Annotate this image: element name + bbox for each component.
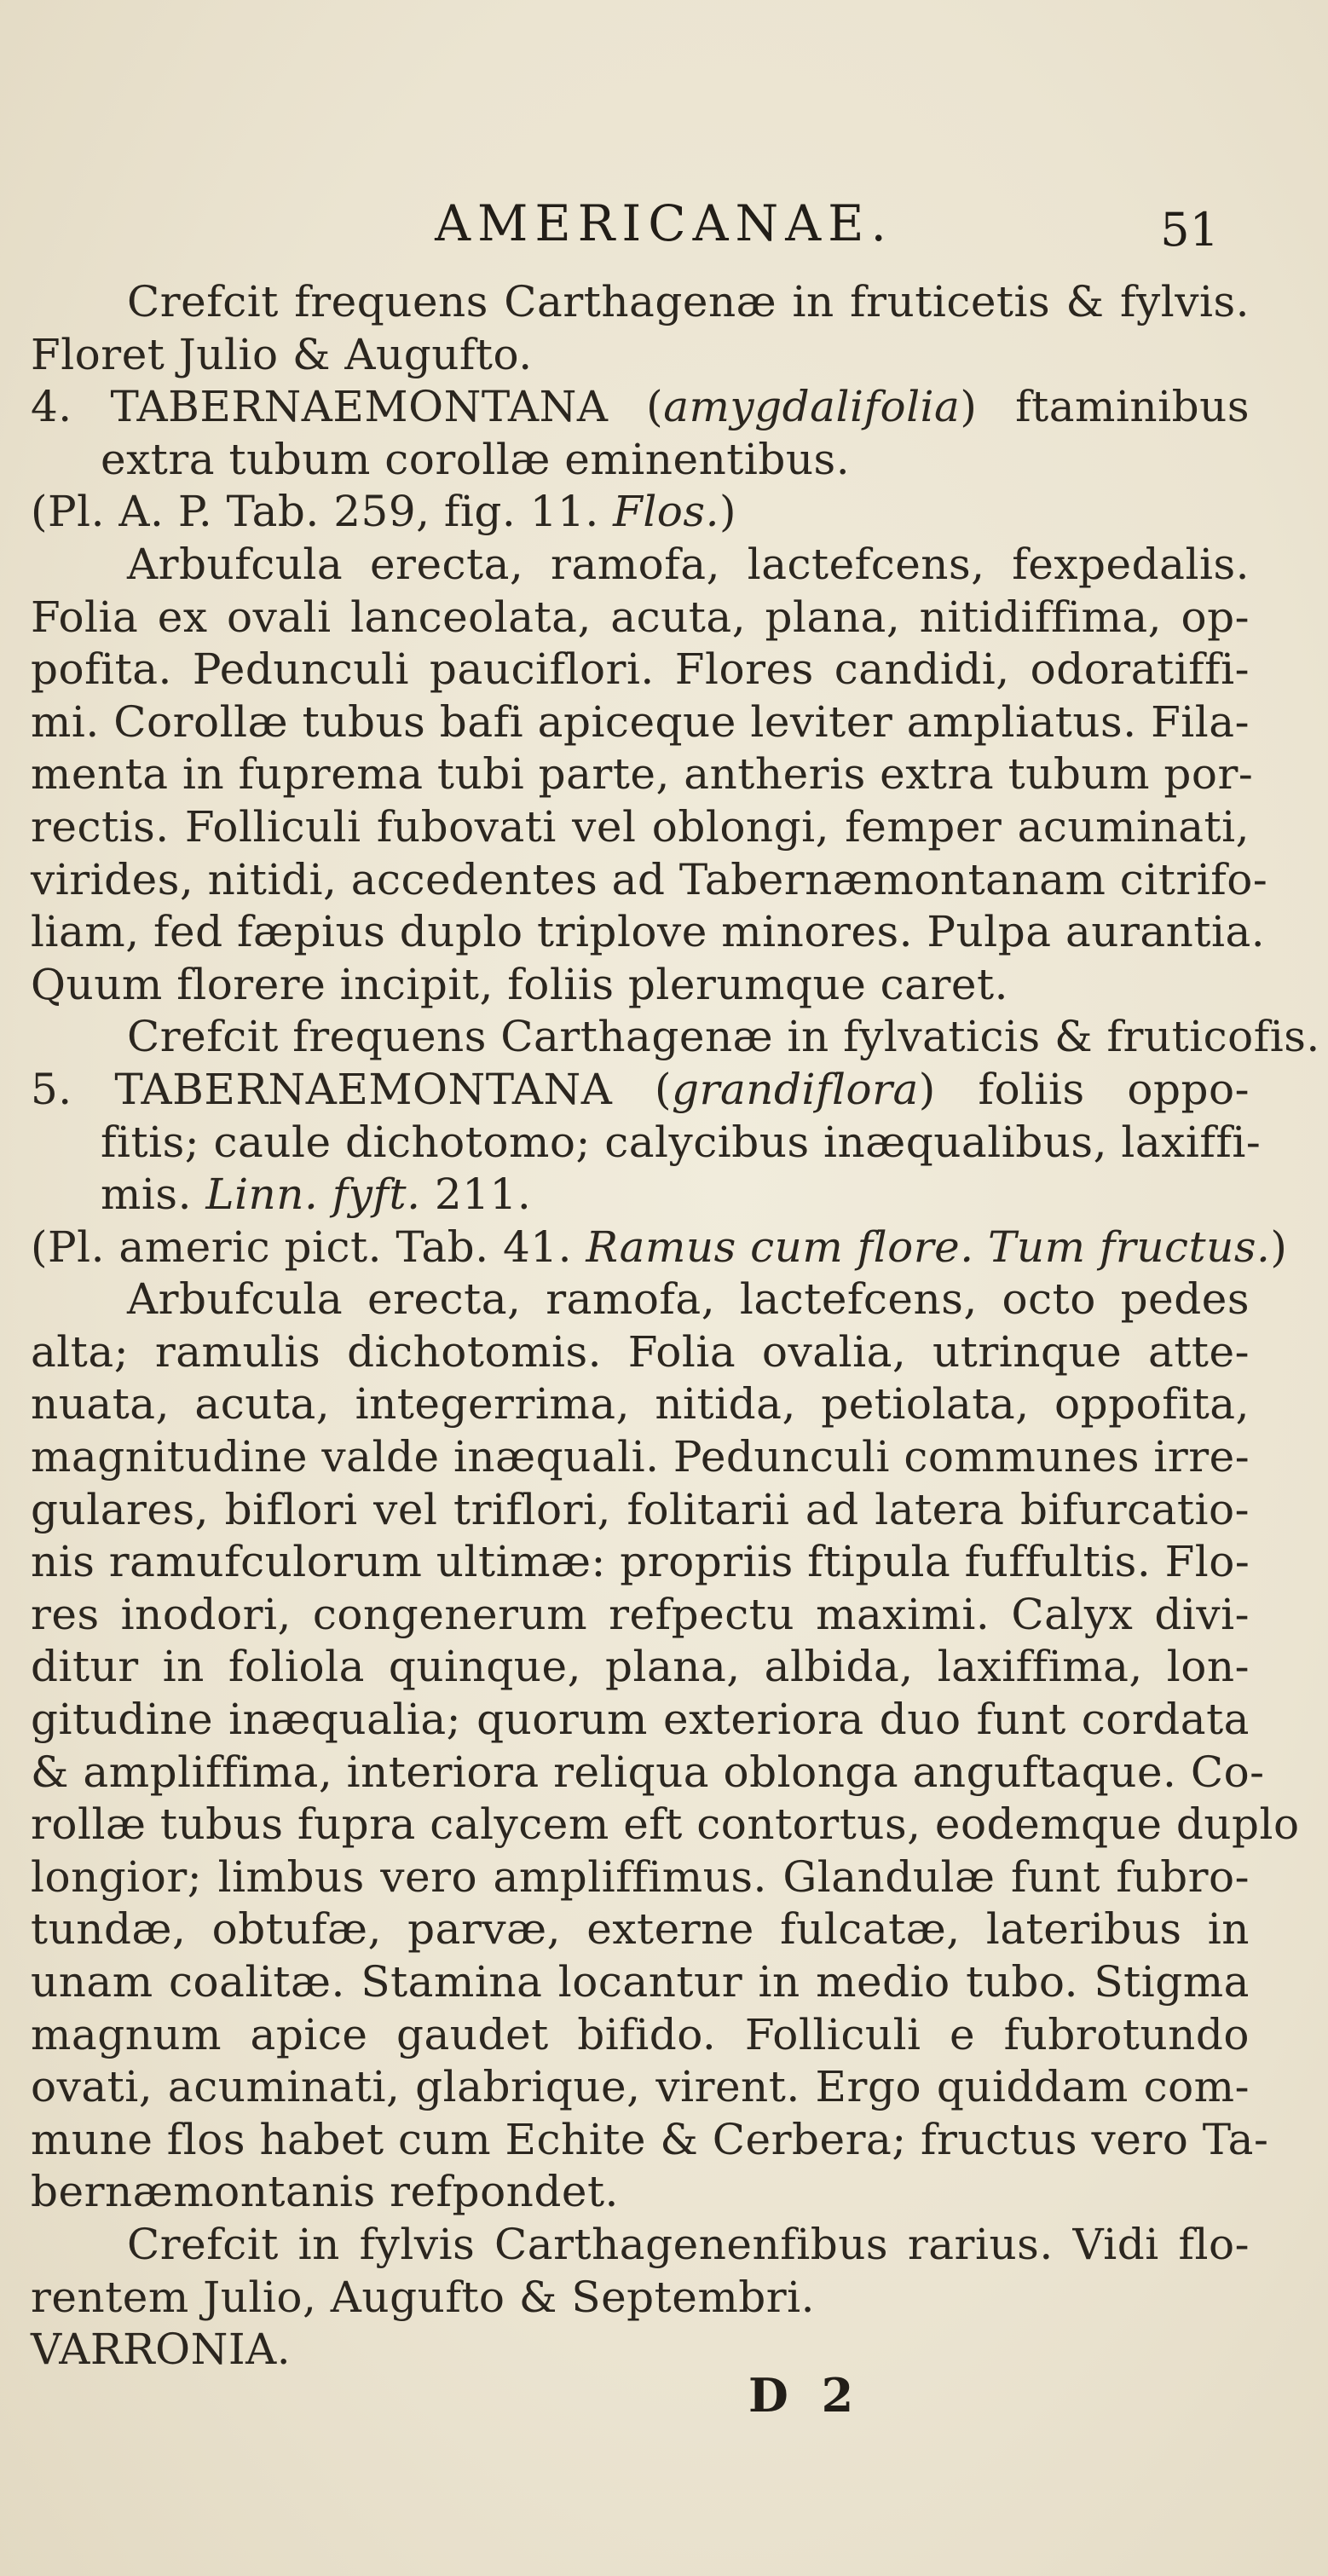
text-line: mi. Corollæ tubus bafi apiceque leviter ampliatus. Fila- <box>31 696 1250 747</box>
text-line: Arbufcula erecta, ramofa, lactefcens, octo pedes <box>127 1274 1250 1325</box>
text-line: pofita. Pedunculi pauciflori. Flores candidi, odoratiffi- <box>31 644 1250 695</box>
text-line: VARRONIA. <box>31 2325 292 2375</box>
text-line: gulares, biflori vel triflori, folitarii ad latera bifurcatio- <box>31 1484 1250 1534</box>
text-line: (Pl. A. P. Tab. 259, fig. 11. Flos.) <box>31 487 736 537</box>
text-line: rentem Julio, Augufto & Septembri. <box>31 2272 816 2322</box>
text-line: ovati, acuminati, glabrique, virent. Ergo quiddam com- <box>31 2062 1250 2112</box>
text-line: rectis. Folliculi fubovati vel oblongi, femper acuminati, <box>31 801 1250 852</box>
text-line: longior; limbus vero ampliffimus. Glandulæ funt fubro- <box>31 1851 1250 1902</box>
text-line: unam coalitæ. Stamina locantur in medio tubo. Stigma <box>31 1957 1250 2007</box>
text-line: tundæ, obtufæ, parvæ, externe fulcatæ, lateribus in <box>31 1904 1250 1955</box>
text-line: Quum florere incipit, foliis plerumque caret. <box>31 959 1008 1009</box>
text-line: 5. TABERNAEMONTANA (grandiflora) foliis oppo- <box>31 1064 1250 1114</box>
running-header: AMERICANAE. <box>435 194 893 252</box>
text-line: gitudine inæqualia; quorum exteriora duo funt cordata <box>31 1695 1250 1745</box>
text-line: nis ramufculorum ultimæ: propriis ftipula fuffultis. Flo- <box>31 1537 1250 1587</box>
text-line: magnum apice gaudet bifido. Folliculi e fubrotundo <box>31 2009 1250 2059</box>
text-line: Crefcit in fylvis Carthagenenfibus rarius. Vidi flo- <box>127 2219 1250 2269</box>
text-line: fitis; caule dichotomo; calycibus inæqualibus, laxiffi- <box>101 1117 1262 1167</box>
text-line: ditur in foliola quinque, plana, albida, laxiffima, lon- <box>31 1642 1250 1692</box>
text-line: liam, fed fæpius duplo triplove minores. Pulpa aurantia. <box>31 907 1266 957</box>
text-line: res inodori, congenerum refpectu maximi. Calyx divi- <box>31 1589 1250 1639</box>
page-number: 51 <box>1160 203 1219 257</box>
text-line: mune flos habet cum Echite & Cerbera; fructus vero Ta- <box>31 2114 1269 2164</box>
text-line: & ampliffima, interiora reliqua oblonga anguftaque. Co- <box>31 1747 1265 1797</box>
text-line: Crefcit frequens Carthagenæ in fruticetis & fylvis. <box>127 277 1250 326</box>
text-line: extra tubum corollæ eminentibus. <box>101 434 851 484</box>
text-line: (Pl. americ pict. Tab. 41. Ramus cum flore. Tum fructus.) <box>31 1222 1288 1272</box>
text-line: Arbufcula erecta, ramofa, lactefcens, fexpedalis. <box>127 539 1250 589</box>
text-line: Crefcit frequens Carthagenæ in fylvaticis & fruticofis. <box>127 1012 1320 1062</box>
text-line: Floret Julio & Augufto. <box>31 329 533 379</box>
body-text <box>31 276 1320 2377</box>
text-line: virides, nitidi, accedentes ad Tabernæmontanam citrifo- <box>31 854 1268 904</box>
text-line: magnitudine valde inæquali. Pedunculi communes irre- <box>31 1432 1250 1482</box>
text-line: alta; ramulis dichotomis. Folia ovalia, utrinque atte- <box>31 1326 1250 1377</box>
text-line: rollæ tubus fupra calycem eft contortus, eodemque duplo <box>31 1799 1300 1850</box>
text-line: Folia ex ovali lanceolata, acuta, plana, nitidiffima, op- <box>31 592 1250 642</box>
text-line: nuata, acuta, integerrima, nitida, petiolata, oppofita, <box>31 1379 1250 1430</box>
signature-mark: D 2 <box>748 2368 863 2423</box>
text-line: menta in fuprema tubi parte, antheris extra tubum por- <box>31 749 1254 800</box>
text-line: 4. TABERNAEMONTANA (amygdalifolia) ftaminibus <box>31 382 1250 432</box>
text-line: bernæmontanis refpondet. <box>31 2167 619 2217</box>
text-line: mis. Linn. fyft. 211. <box>101 1170 532 1220</box>
